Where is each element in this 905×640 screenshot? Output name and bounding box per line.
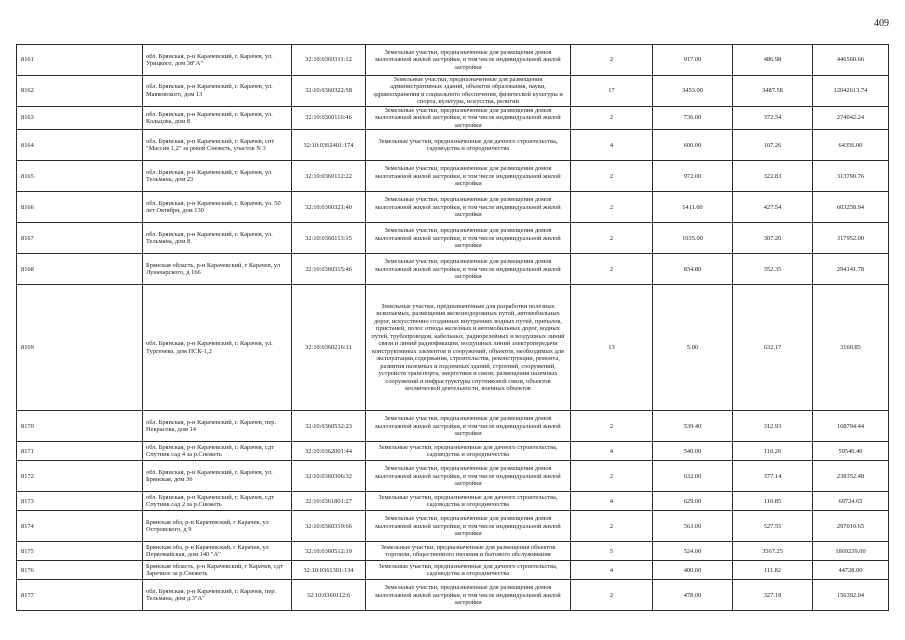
row-specific-value: 632.17 bbox=[733, 285, 813, 411]
table-row bbox=[17, 411, 889, 442]
row-land-use: Земельные участки, предназначенные для размещения домов малоэтажной жилой застройки, в том числе индивидуальной жилой застройки bbox=[366, 106, 571, 129]
table-row bbox=[17, 106, 889, 129]
row-land-use: Земельные участки, предназначенные для размещения домов малоэтажной жилой застройки, в том числе индивидуальной жилой застройки bbox=[366, 223, 571, 254]
row-address: обл. Брянская, р-н Карачевский, г. Карачев, ул. Маяковского, дом 13 bbox=[143, 76, 292, 107]
row-cadastral-value: 238352.48 bbox=[813, 461, 889, 492]
row-cadastral-value: 59540.40 bbox=[813, 442, 889, 461]
row-address: обл. Брянская, р-н Карачевский, г. Карачев, ул. 50 лет Октября, дом 130 bbox=[143, 192, 292, 223]
table-row bbox=[17, 192, 889, 223]
row-address: обл. Брянская, р-н Карачевский, г. Карачев, ул. Урицкого, дом 38"А" bbox=[143, 45, 292, 76]
row-number: 8176 bbox=[17, 561, 143, 580]
row-number: 8167 bbox=[17, 223, 143, 254]
row-specific-value: 111.82 bbox=[733, 561, 813, 580]
table-row bbox=[17, 45, 889, 76]
row-area: 539.40 bbox=[653, 411, 733, 442]
row-area: 563.00 bbox=[653, 511, 733, 542]
row-number: 8173 bbox=[17, 492, 143, 511]
table-row bbox=[17, 76, 889, 107]
table-row bbox=[17, 461, 889, 492]
row-cadastral-number: 32:10:0360112:22 bbox=[292, 161, 366, 192]
row-land-use: Земельные участки, предназначенные для размещения домов малоэтажной жилой застройки, в том числе индивидуальной жилой застройки bbox=[366, 192, 571, 223]
row-cadastral-number: 32:10:0360322:58 bbox=[292, 76, 366, 107]
row-cadastral-number: 32:10:0360311:12 bbox=[292, 45, 366, 76]
row-use-group: 2 bbox=[571, 223, 653, 254]
row-specific-value: 427.54 bbox=[733, 192, 813, 223]
row-cadastral-number: 32:10:0360113:15 bbox=[292, 223, 366, 254]
row-specific-value: 327.18 bbox=[733, 580, 813, 611]
row-address: обл. Брянская, р-н Карачевский, г. Карачев, пер. Некрасова, дом 14 bbox=[143, 411, 292, 442]
row-number: 8164 bbox=[17, 130, 143, 161]
row-use-group: 2 bbox=[571, 254, 653, 285]
row-use-group: 4 bbox=[571, 442, 653, 461]
row-use-group: 2 bbox=[571, 161, 653, 192]
row-specific-value: 377.14 bbox=[733, 461, 813, 492]
row-cadastral-number: 32:10:0362401:174 bbox=[292, 130, 366, 161]
row-area: 629.00 bbox=[653, 492, 733, 511]
row-address: обл. Брянская, р-н Карачевский, г. Карачев, ул. Тельмана, дом 23 bbox=[143, 161, 292, 192]
row-land-use: Земельные участки, предназначенные для размещения домов малоэтажной жилой застройки, в том числе индивидуальной жилой застройки bbox=[366, 45, 571, 76]
row-use-group: 2 bbox=[571, 106, 653, 129]
row-cadastral-value: 168794.44 bbox=[813, 411, 889, 442]
row-use-group: 2 bbox=[571, 511, 653, 542]
table-row bbox=[17, 492, 889, 511]
row-area: 400.00 bbox=[653, 561, 733, 580]
row-cadastral-value: 12042613.74 bbox=[813, 76, 889, 107]
row-cadastral-value: 446560.66 bbox=[813, 45, 889, 76]
row-use-group: 17 bbox=[571, 76, 653, 107]
table-row bbox=[17, 254, 889, 285]
row-cadastral-value: 69724.65 bbox=[813, 492, 889, 511]
row-land-use: Земельные участки, предназначенные для размещения домов малоэтажной жилой застройки, в том числе индивидуальной жилой застройки bbox=[366, 254, 571, 285]
row-specific-value: 372.34 bbox=[733, 106, 813, 129]
row-specific-value: 352.35 bbox=[733, 254, 813, 285]
row-cadastral-number: 32:10:0360321:40 bbox=[292, 192, 366, 223]
row-address: обл. Брянская, р-н Карачевский, г. Карачев, ул. Тургенева, дом ПСК-1,2 bbox=[143, 285, 292, 411]
row-number: 8163 bbox=[17, 106, 143, 129]
row-number: 8165 bbox=[17, 161, 143, 192]
row-land-use: Земельные участки, предназначенные для дачного строительства, садоводства и огородничества bbox=[366, 561, 571, 580]
row-use-group: 2 bbox=[571, 461, 653, 492]
row-specific-value: 322.83 bbox=[733, 161, 813, 192]
table-row bbox=[17, 580, 889, 611]
row-cadastral-number: 32:10:0360116:46 bbox=[292, 106, 366, 129]
row-area: 1035.00 bbox=[653, 223, 733, 254]
row-cadastral-value: 44728.00 bbox=[813, 561, 889, 580]
row-cadastral-number: 32:10:0360512:19 bbox=[292, 542, 366, 561]
row-area: 1411.00 bbox=[653, 192, 733, 223]
row-specific-value: 307.20 bbox=[733, 223, 813, 254]
row-address: Брянская обл, р-н Карачевский, г Карачев, ул Первомайская, дом 140 "А" bbox=[143, 542, 292, 561]
row-number: 8171 bbox=[17, 442, 143, 461]
row-address: обл. Брянская, р-н Карачевский, г. Карачев, ул. Кольцова, дом 8 bbox=[143, 106, 292, 129]
row-number: 8170 bbox=[17, 411, 143, 442]
row-use-group: 2 bbox=[571, 411, 653, 442]
row-area: 917.00 bbox=[653, 45, 733, 76]
row-area: 736.00 bbox=[653, 106, 733, 129]
row-specific-value: 3487.58 bbox=[733, 76, 813, 107]
row-cadastral-number: 32:10:0362001:44 bbox=[292, 442, 366, 461]
row-area: 3453.00 bbox=[653, 76, 733, 107]
row-specific-value: 527.55 bbox=[733, 511, 813, 542]
row-land-use: Земельные участки, предназначенные для размещения домов малоэтажной жилой застройки, в том числе индивидуальной жилой застройки bbox=[366, 461, 571, 492]
row-land-use: Земельные участки, предназначенные для размещения административных зданий, объектов образования, науки, здравоохранения и социального обеспечения, физической культуры и спорта, культуры, искусства, религии bbox=[366, 76, 571, 107]
table-row bbox=[17, 130, 889, 161]
row-area: 972.00 bbox=[653, 161, 733, 192]
row-area: 600.00 bbox=[653, 130, 733, 161]
row-cadastral-value: 297010.65 bbox=[813, 511, 889, 542]
row-cadastral-value: 274042.24 bbox=[813, 106, 889, 129]
row-cadastral-number: 32:10:0360315:46 bbox=[292, 254, 366, 285]
row-area: 540.00 bbox=[653, 442, 733, 461]
row-land-use: Земельные участки, предназначенные для размещения объектов торговли, общественного питания и бытового обслуживания bbox=[366, 542, 571, 561]
row-cadastral-value: 294141.78 bbox=[813, 254, 889, 285]
row-land-use: Земельные участки, предназначенные для разработки полезных ископаемых, размещения железнодорожных путей, автомобильных дорог, искусственно созданных внутренних водных путей, причалов, пристаней, полос отвода железных и автомобильных дорог, водных путей, трубопроводов, кабельных, радиорелейных и воздушных линий связи и линий радиофикации, воздушных линий электропередачи конструктивных элементов и сооружений, объектов, необходимых для эксплуатации,содержания, строительства, реконструкции, ремонта, развития наземных и подземных зданий, строений, сооружений, устройств транспорта, энергетики и связи; размещения наземных сооружений и инфраструктуры спутниковой связи, объектов космической деятельности, военных объектов bbox=[366, 285, 571, 411]
row-number: 8169 bbox=[17, 285, 143, 411]
row-cadastral-value: 64356.00 bbox=[813, 130, 889, 161]
row-cadastral-number: 32:10:0360319:66 bbox=[292, 511, 366, 542]
table-row bbox=[17, 561, 889, 580]
row-specific-value: 107.26 bbox=[733, 130, 813, 161]
row-number: 8172 bbox=[17, 461, 143, 492]
row-cadastral-number: 32:10:0360306:32 bbox=[292, 461, 366, 492]
row-area: 5.00 bbox=[653, 285, 733, 411]
row-use-group: 2 bbox=[571, 192, 653, 223]
row-cadastral-value: 313790.76 bbox=[813, 161, 889, 192]
row-cadastral-number: 32:10:0361301:134 bbox=[292, 561, 366, 580]
row-cadastral-number: 32:10:0360532:23 bbox=[292, 411, 366, 442]
row-cadastral-value: 3160.85 bbox=[813, 285, 889, 411]
row-address: обл. Брянская, р-н Карачевский, г. Карачев, ул. Тельмана, дом 8 bbox=[143, 223, 292, 254]
row-address: обл. Брянская, р-н Карачевский, г. Карачев, ул. Брянская, дом 36 bbox=[143, 461, 292, 492]
row-address: обл. Брянская, р-н Карачевский, г. Карачев, пер. Тельмана, дом д.3"А" bbox=[143, 580, 292, 611]
row-specific-value: 110.26 bbox=[733, 442, 813, 461]
table-row bbox=[17, 511, 889, 542]
row-area: 478.00 bbox=[653, 580, 733, 611]
row-specific-value: 110.85 bbox=[733, 492, 813, 511]
row-number: 8161 bbox=[17, 45, 143, 76]
row-address: обл. Брянская, р-н Карачевский, г. Карачев, снт "Массив 1,2" за рекой Снежеть, участок N 3 bbox=[143, 130, 292, 161]
row-land-use: Земельные участки, предназначенные для дачного строительства, садоводства и огородничества bbox=[366, 130, 571, 161]
row-land-use: Земельные участки, предназначенные для размещения домов малоэтажной жилой застройки, в том числе индивидуальной жилой застройки bbox=[366, 511, 571, 542]
row-number: 8175 bbox=[17, 542, 143, 561]
row-land-use: Земельные участки, предназначенные для дачного строительства, садоводства и огородничества bbox=[366, 492, 571, 511]
table-row bbox=[17, 542, 889, 561]
row-specific-value: 486.98 bbox=[733, 45, 813, 76]
row-area: 632.00 bbox=[653, 461, 733, 492]
row-cadastral-value: 603258.94 bbox=[813, 192, 889, 223]
land-cadastral-table bbox=[16, 44, 889, 611]
row-cadastral-value: 1869239.00 bbox=[813, 542, 889, 561]
table-row bbox=[17, 285, 889, 411]
row-specific-value: 312.93 bbox=[733, 411, 813, 442]
row-land-use: Земельные участки, предназначенные для дачного строительства, садоводства и огородничества bbox=[366, 442, 571, 461]
row-number: 8168 bbox=[17, 254, 143, 285]
row-land-use: Земельные участки, предназначенные для размещения домов малоэтажной жилой застройки, в том числе индивидуальной жилой застройки bbox=[366, 411, 571, 442]
row-cadastral-value: 317952.00 bbox=[813, 223, 889, 254]
table-row bbox=[17, 442, 889, 461]
row-address: Брянская обл, р-н Карачевский, г Карачев, ул Островского, д 9 bbox=[143, 511, 292, 542]
row-cadastral-number: 32:10:0361801:27 bbox=[292, 492, 366, 511]
row-use-group: 13 bbox=[571, 285, 653, 411]
row-number: 8162 bbox=[17, 76, 143, 107]
row-use-group: 4 bbox=[571, 492, 653, 511]
row-address: Брянская область, р-н Карачевский, г Карачев, сдт Заречное за р.Снежеть bbox=[143, 561, 292, 580]
row-specific-value: 3567.25 bbox=[733, 542, 813, 561]
row-number: 8174 bbox=[17, 511, 143, 542]
row-address: обл. Брянская, р-н Карачевский, г. Карачев, сдт Спутник сад 4 за р.Снежеть bbox=[143, 442, 292, 461]
row-area: 524.00 bbox=[653, 542, 733, 561]
row-land-use: Земельные участки, предназначенные для размещения домов малоэтажной жилой застройки, в том числе индивидуальной жилой застройки bbox=[366, 161, 571, 192]
row-use-group: 4 bbox=[571, 130, 653, 161]
row-cadastral-number: 32:10:0360216:11 bbox=[292, 285, 366, 411]
row-cadastral-number: 32:10:0360112:6 bbox=[292, 580, 366, 611]
row-land-use: Земельные участки, предназначенные для размещения домов малоэтажной жилой застройки, в том числе индивидуальной жилой застройки bbox=[366, 580, 571, 611]
row-area: 834.80 bbox=[653, 254, 733, 285]
row-use-group: 2 bbox=[571, 45, 653, 76]
row-number: 8177 bbox=[17, 580, 143, 611]
page-number: 409 bbox=[874, 18, 889, 29]
row-use-group: 5 bbox=[571, 542, 653, 561]
table-row bbox=[17, 161, 889, 192]
row-address: Брянская область, р-н Карачевский, г Карачев, ул Луначарского, д 166 bbox=[143, 254, 292, 285]
row-address: обл. Брянская, р-н Карачевский, г. Карачев, сдт Спутник сад 2 за р.Снежеть bbox=[143, 492, 292, 511]
row-use-group: 2 bbox=[571, 580, 653, 611]
row-use-group: 4 bbox=[571, 561, 653, 580]
row-number: 8166 bbox=[17, 192, 143, 223]
row-cadastral-value: 156392.04 bbox=[813, 580, 889, 611]
table-row bbox=[17, 223, 889, 254]
